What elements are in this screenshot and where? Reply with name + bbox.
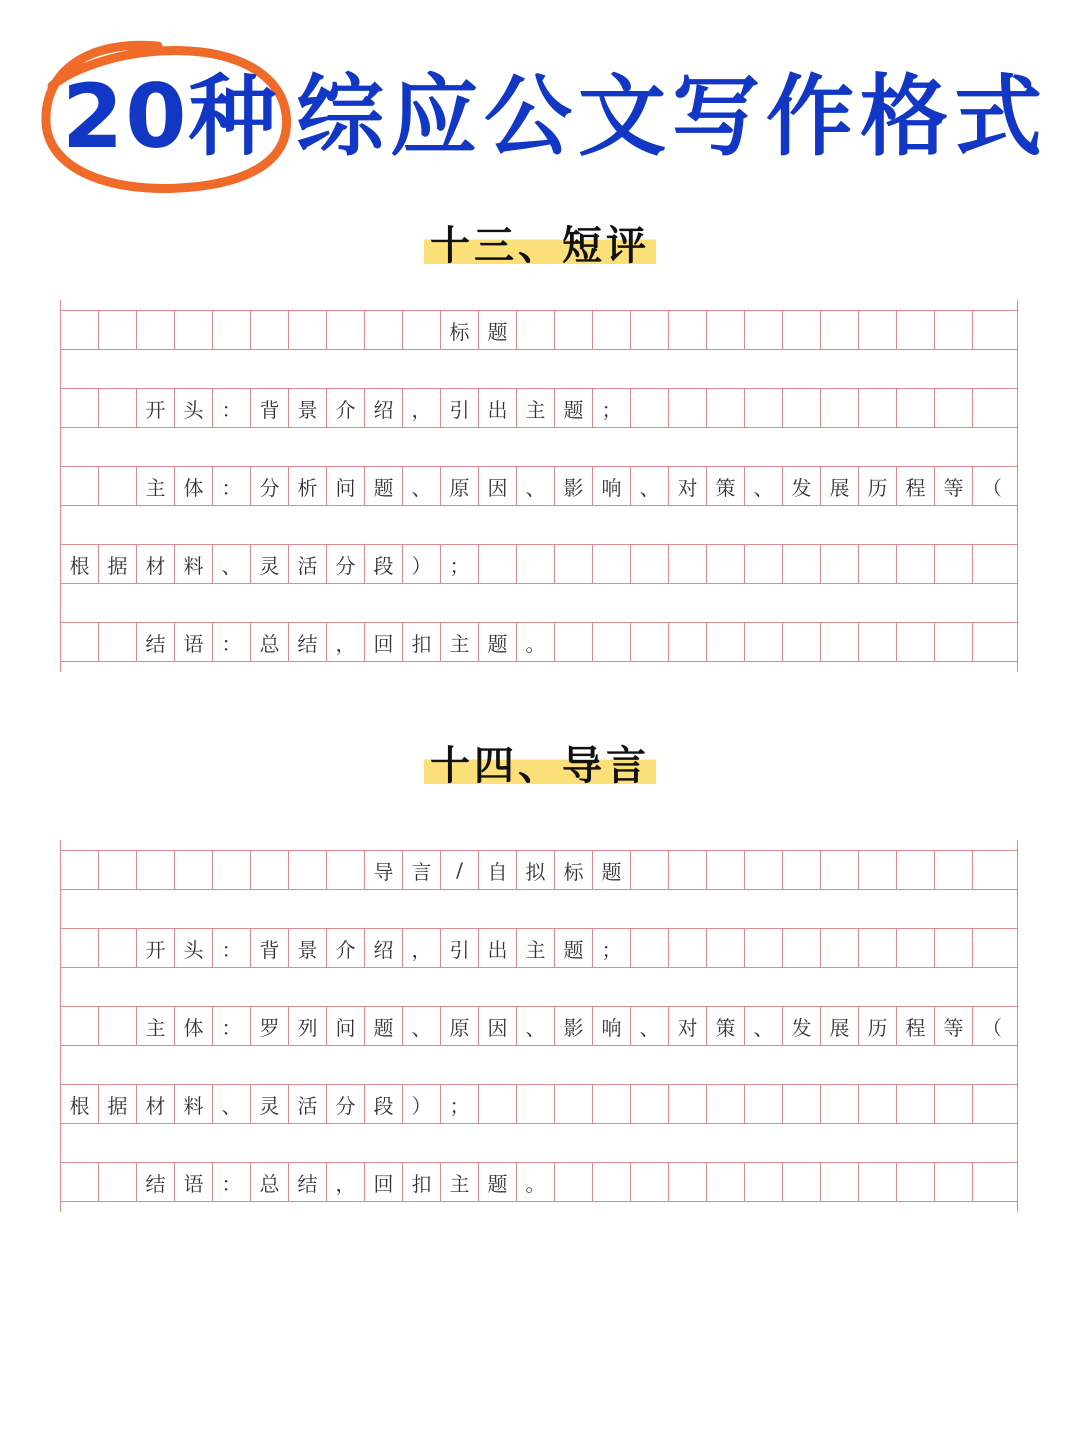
grid-cell: ：: [213, 623, 251, 661]
grid-cell: [99, 311, 137, 349]
grid-cell: 题: [479, 1163, 517, 1201]
grid-cell: [745, 545, 783, 583]
grid-cell: 拟: [517, 851, 555, 889]
grid-cell: [61, 389, 99, 427]
grid-cell: ；: [441, 1085, 479, 1123]
grid-cell: [479, 1085, 517, 1123]
grid-cell: 题: [593, 851, 631, 889]
grid-cell: 程: [897, 467, 935, 505]
grid-cell: [745, 311, 783, 349]
grid-cell: [99, 623, 137, 661]
grid-cell: [631, 1085, 669, 1123]
grid-cell: 主: [137, 467, 175, 505]
grid-cell: [821, 623, 859, 661]
grid-cell: 回: [365, 1163, 403, 1201]
grid-cell: 开: [137, 929, 175, 967]
grid-cell: 问: [327, 1007, 365, 1045]
grid-cell: [821, 1163, 859, 1201]
grid-cell: 影: [555, 1007, 593, 1045]
grid-cell: [479, 545, 517, 583]
grid-cell: 言: [403, 851, 441, 889]
grid-cell: [745, 1085, 783, 1123]
grid-cell: [973, 311, 1011, 349]
grid-cell: [593, 1163, 631, 1201]
grid-cell: [859, 545, 897, 583]
grid-cell: 展: [821, 467, 859, 505]
grid-cell: 响: [593, 467, 631, 505]
grid-cell: 结: [137, 1163, 175, 1201]
grid-cell: [821, 929, 859, 967]
grid-cell: 扣: [403, 1163, 441, 1201]
grid-cell: [745, 389, 783, 427]
grid-spacer-row: [61, 967, 1017, 1006]
grid-text-row: [61, 928, 1017, 967]
grid-cell: [555, 623, 593, 661]
grid-cell: 、: [631, 467, 669, 505]
grid-cell: [783, 311, 821, 349]
grid-cell: 、: [745, 1007, 783, 1045]
grid-cell: 题: [479, 623, 517, 661]
grid-bottom-margin: [61, 662, 1017, 672]
grid-cell: 料: [175, 545, 213, 583]
grid-cell: 、: [745, 467, 783, 505]
grid-cell: [61, 623, 99, 661]
grid-cell: ）: [403, 545, 441, 583]
grid-cell: [783, 1163, 821, 1201]
grid-text-row: [61, 1084, 1017, 1123]
grid-cell: 引: [441, 929, 479, 967]
grid-text-row: [61, 622, 1017, 662]
grid-cell: [935, 623, 973, 661]
grid-cell: 主: [441, 623, 479, 661]
grid-cell: [821, 545, 859, 583]
grid-cell: [859, 1085, 897, 1123]
grid-cell: [555, 311, 593, 349]
grid-cell: ）: [403, 1085, 441, 1123]
grid-cell: 程: [897, 1007, 935, 1045]
grid-cell: [821, 851, 859, 889]
grid-cell: ：: [213, 467, 251, 505]
grid-cell: ：: [213, 389, 251, 427]
grid-cell: 活: [289, 545, 327, 583]
grid-cell: ：: [213, 1007, 251, 1045]
grid-cell: 问: [327, 467, 365, 505]
grid-cell: [973, 1163, 1011, 1201]
grid-cell: 因: [479, 1007, 517, 1045]
page-header: [0, 0, 1080, 200]
grid-cell: [593, 1085, 631, 1123]
grid-cell: 出: [479, 929, 517, 967]
grid-cell: ：: [213, 929, 251, 967]
grid-cell: 历: [859, 467, 897, 505]
grid-cell: [61, 929, 99, 967]
grid-cell: 主: [517, 929, 555, 967]
grid-cell: [935, 389, 973, 427]
grid-cell: [707, 851, 745, 889]
grid-cell: 罗: [251, 1007, 289, 1045]
grid-cell: 、: [517, 1007, 555, 1045]
grid-cell: [669, 311, 707, 349]
grid-cell: [821, 389, 859, 427]
grid-cell: [593, 545, 631, 583]
grid-cell: [745, 929, 783, 967]
grid-cell: [783, 389, 821, 427]
grid-cell: [821, 1085, 859, 1123]
grid-cell: [973, 1085, 1011, 1123]
grid-text-row: [61, 388, 1017, 427]
grid-cell: 景: [289, 929, 327, 967]
grid-cell: 标: [555, 851, 593, 889]
grid-cell: [859, 929, 897, 967]
grid-cell: [707, 1085, 745, 1123]
grid-cell: （: [982, 1015, 1002, 1040]
grid-cell: 回: [365, 623, 403, 661]
grid-cell: 题: [479, 311, 517, 349]
grid-spacer-row: [61, 583, 1017, 622]
grid-spacer-row: [61, 427, 1017, 466]
grid-text-row: [61, 544, 1017, 583]
grid-cell: 引: [441, 389, 479, 427]
grid-cell: [669, 389, 707, 427]
grid-cell: 材: [137, 1085, 175, 1123]
grid-cell: [859, 851, 897, 889]
grid-cell: 等: [935, 467, 973, 505]
grid-cell: 活: [289, 1085, 327, 1123]
grid-cell: 响: [593, 1007, 631, 1045]
section-heading-label: 十三、短评: [424, 214, 656, 271]
grid-cell: [631, 851, 669, 889]
grid-cell: 体: [175, 1007, 213, 1045]
grid-cell: 对: [669, 467, 707, 505]
section-heading-label: 十四、导言: [424, 734, 656, 791]
grid-cell: [707, 311, 745, 349]
grid-cell: 段: [365, 1085, 403, 1123]
writing-grid-2: [60, 840, 1018, 1212]
grid-cell: [897, 929, 935, 967]
grid-cell: [707, 389, 745, 427]
grid-cell: [631, 311, 669, 349]
grid-text-row: [61, 466, 1017, 505]
grid-cell: [935, 545, 973, 583]
grid-cell: [935, 311, 973, 349]
grid-cell: [631, 623, 669, 661]
grid-cell: [745, 623, 783, 661]
grid-spacer-row: [61, 1123, 1017, 1162]
grid-top-margin: [61, 840, 1017, 850]
grid-cell: 料: [175, 1085, 213, 1123]
grid-cell: 展: [821, 1007, 859, 1045]
grid-cell: [669, 623, 707, 661]
grid-cell: [251, 851, 289, 889]
grid-cell: 。: [517, 1163, 555, 1201]
grid-cell: 标: [441, 311, 479, 349]
grid-cell: 、: [403, 1007, 441, 1045]
grid-cell: 绍: [365, 929, 403, 967]
grid-cell: 析: [289, 467, 327, 505]
grid-cell: [555, 1085, 593, 1123]
grid-cell: 结: [289, 623, 327, 661]
grid-cell: 历: [859, 1007, 897, 1045]
grid-cell: 、: [631, 1007, 669, 1045]
grid-cell: 介: [327, 389, 365, 427]
grid-cell: [175, 851, 213, 889]
grid-spacer-row: [61, 505, 1017, 544]
grid-cell: [99, 1163, 137, 1201]
grid-cell: [61, 1007, 99, 1045]
grid-cell: ，: [327, 1163, 365, 1201]
grid-spacer-row: [61, 889, 1017, 928]
grid-cell: [555, 545, 593, 583]
grid-cell: [61, 851, 99, 889]
grid-cell: [327, 851, 365, 889]
grid-cell: [517, 1085, 555, 1123]
grid-cell: [783, 545, 821, 583]
section-heading-1: [0, 214, 1080, 271]
grid-cell: 段: [365, 545, 403, 583]
grid-cell: 、: [403, 467, 441, 505]
grid-cell: 分: [327, 1085, 365, 1123]
grid-cell: [897, 623, 935, 661]
grid-cell: 根: [61, 1085, 99, 1123]
grid-cell: [707, 623, 745, 661]
grid-cell: 语: [175, 1163, 213, 1201]
grid-cell: [631, 389, 669, 427]
grid-cell: 分: [251, 467, 289, 505]
grid-cell: 等: [935, 1007, 973, 1045]
grid-cell: 主: [137, 1007, 175, 1045]
grid-cell: [859, 1163, 897, 1201]
grid-cell: [669, 851, 707, 889]
grid-cell: [783, 929, 821, 967]
grid-cell: 对: [669, 1007, 707, 1045]
grid-cell: [99, 1007, 137, 1045]
grid-cell: [137, 311, 175, 349]
grid-cell: ；: [593, 389, 631, 427]
grid-cell: [973, 851, 1011, 889]
grid-cell: 原: [441, 467, 479, 505]
grid-cell: [631, 929, 669, 967]
grid-spacer-row: [61, 349, 1017, 388]
grid-cell: 题: [555, 389, 593, 427]
grid-cell: [251, 311, 289, 349]
page-title: 综应公文写作格式: [296, 65, 1049, 168]
grid-cell: [289, 311, 327, 349]
grid-cell: 景: [289, 389, 327, 427]
grid-text-row: [61, 850, 1017, 889]
grid-cell: 根: [61, 545, 99, 583]
grid-cell: [403, 311, 441, 349]
grid-cell: 头: [175, 929, 213, 967]
grid-cell: [669, 1163, 707, 1201]
grid-cell: 据: [99, 545, 137, 583]
title-circled-number: 20种: [62, 65, 279, 168]
grid-cell: 介: [327, 929, 365, 967]
grid-cell: [707, 929, 745, 967]
grid-cell: [783, 1085, 821, 1123]
grid-cell: [517, 311, 555, 349]
grid-cell: ；: [593, 929, 631, 967]
grid-cell: [897, 1085, 935, 1123]
section-heading-2: [0, 734, 1080, 791]
grid-cell: [973, 929, 1011, 967]
grid-cell: [175, 311, 213, 349]
grid-cell: 头: [175, 389, 213, 427]
grid-cell: [897, 389, 935, 427]
grid-cell: 策: [707, 1007, 745, 1045]
grid-cell: ：: [213, 1163, 251, 1201]
grid-cell: 材: [137, 545, 175, 583]
grid-cell: 绍: [365, 389, 403, 427]
grid-text-row: [61, 1006, 1017, 1045]
grid-cell: ，: [403, 929, 441, 967]
grid-cell: 结: [289, 1163, 327, 1201]
grid-cell: [745, 1163, 783, 1201]
grid-cell: [745, 851, 783, 889]
grid-cell: 因: [479, 467, 517, 505]
grid-cell: 总: [251, 623, 289, 661]
grid-cell: [973, 545, 1011, 583]
grid-cell: 导: [365, 851, 403, 889]
grid-cell: [631, 1163, 669, 1201]
grid-cell: [783, 623, 821, 661]
grid-cell: 灵: [251, 545, 289, 583]
grid-cell: [859, 311, 897, 349]
grid-cell: 灵: [251, 1085, 289, 1123]
grid-cell: 总: [251, 1163, 289, 1201]
grid-cell: [707, 1163, 745, 1201]
grid-cell: 主: [441, 1163, 479, 1201]
grid-cell: 题: [365, 467, 403, 505]
grid-cell: [61, 1163, 99, 1201]
grid-cell: [289, 851, 327, 889]
grid-cell: [973, 389, 1011, 427]
grid-cell: [821, 311, 859, 349]
grid-cell: [669, 1085, 707, 1123]
grid-cell: 出: [479, 389, 517, 427]
grid-cell: [859, 623, 897, 661]
grid-cell: 策: [707, 467, 745, 505]
grid-cell: 原: [441, 1007, 479, 1045]
grid-cell: 开: [137, 389, 175, 427]
grid-cell: 题: [555, 929, 593, 967]
grid-cell: [669, 929, 707, 967]
grid-cell: [783, 851, 821, 889]
grid-cell: [707, 545, 745, 583]
grid-cell: [897, 1163, 935, 1201]
grid-cell: [137, 851, 175, 889]
grid-cell: 分: [327, 545, 365, 583]
writing-grid-1: [60, 300, 1018, 672]
grid-bottom-margin: [61, 1202, 1017, 1212]
grid-cell: 主: [517, 389, 555, 427]
grid-top-margin: [61, 300, 1017, 310]
grid-cell: 、: [517, 467, 555, 505]
grid-cell: [99, 929, 137, 967]
grid-cell: [99, 467, 137, 505]
grid-cell: 据: [99, 1085, 137, 1123]
grid-cell: [517, 545, 555, 583]
grid-cell: 。: [517, 623, 555, 661]
grid-cell: [631, 545, 669, 583]
grid-spacer-row: [61, 1045, 1017, 1084]
grid-cell: [897, 545, 935, 583]
grid-cell: [669, 545, 707, 583]
grid-cell: 自: [479, 851, 517, 889]
grid-cell: 列: [289, 1007, 327, 1045]
grid-cell: /: [441, 851, 479, 889]
grid-cell: 、: [213, 545, 251, 583]
grid-cell: ，: [327, 623, 365, 661]
grid-cell: [859, 389, 897, 427]
grid-cell: [99, 389, 137, 427]
grid-cell: 背: [251, 389, 289, 427]
grid-cell: [935, 851, 973, 889]
grid-cell: 结: [137, 623, 175, 661]
grid-cell: [555, 1163, 593, 1201]
grid-cell: 、: [213, 1085, 251, 1123]
grid-cell: 语: [175, 623, 213, 661]
grid-text-row: [61, 310, 1017, 349]
grid-cell: 题: [365, 1007, 403, 1045]
grid-cell: [99, 851, 137, 889]
grid-cell: [935, 929, 973, 967]
grid-cell: [973, 623, 1011, 661]
grid-cell: [935, 1085, 973, 1123]
grid-cell: ；: [441, 545, 479, 583]
grid-cell: [213, 311, 251, 349]
grid-cell: 背: [251, 929, 289, 967]
grid-cell: 扣: [403, 623, 441, 661]
grid-cell: [935, 1163, 973, 1201]
grid-cell: [593, 311, 631, 349]
grid-cell: [365, 311, 403, 349]
grid-cell: 影: [555, 467, 593, 505]
grid-cell: [61, 467, 99, 505]
grid-cell: [213, 851, 251, 889]
grid-cell: ，: [403, 389, 441, 427]
grid-cell: [327, 311, 365, 349]
grid-cell: [61, 311, 99, 349]
grid-cell: [897, 311, 935, 349]
grid-cell: 体: [175, 467, 213, 505]
grid-cell: [897, 851, 935, 889]
grid-cell: 发: [783, 1007, 821, 1045]
grid-cell: 发: [783, 467, 821, 505]
grid-cell: （: [982, 475, 1002, 500]
grid-text-row: [61, 1162, 1017, 1202]
grid-cell: [593, 623, 631, 661]
